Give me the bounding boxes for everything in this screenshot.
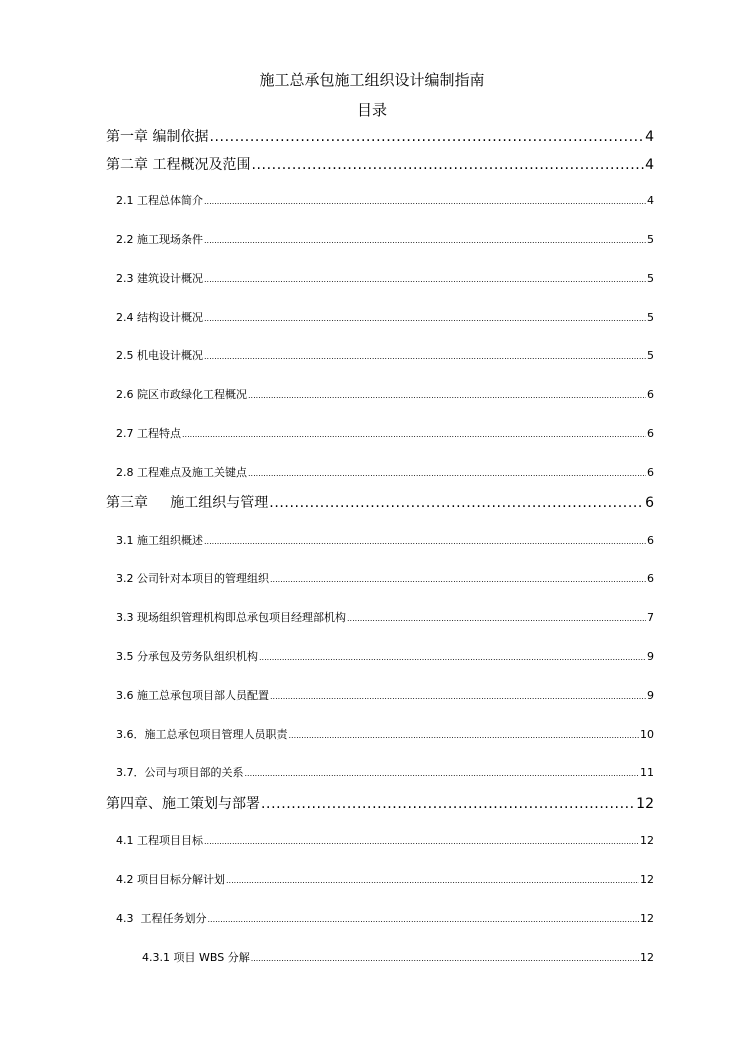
toc-entry-label: 2.1 工程总体简介 <box>116 194 203 207</box>
toc-entry-4-1[interactable] <box>116 834 654 849</box>
toc-entry-3-5[interactable] <box>116 650 654 665</box>
toc-leader <box>251 952 639 966</box>
toc-page-number: 12 <box>636 796 654 812</box>
toc-leader <box>289 729 640 743</box>
toc-page-number: 5 <box>647 349 654 362</box>
toc-page-number: 4 <box>645 157 654 173</box>
toc-entry-label: 第一章 编制依据 <box>106 129 209 145</box>
toc-leader <box>259 651 646 665</box>
toc-leader <box>245 767 640 781</box>
toc-entry-label: 3.6．施工总承包项目管理人员职责 <box>116 728 288 741</box>
toc-page-number: 9 <box>647 689 654 702</box>
toc-leader <box>204 350 646 364</box>
toc-entry-2-3[interactable] <box>116 272 654 287</box>
toc-entry-3-3[interactable] <box>116 611 654 626</box>
toc-entry-label: 第三章 施工组织与管理 <box>106 495 269 511</box>
toc-entry-label: 2.2 施工现场条件 <box>116 233 203 246</box>
toc-entry-label: 第二章 工程概况及范围 <box>106 157 251 173</box>
toc-entry-2-2[interactable] <box>116 233 654 248</box>
toc-entry-label: 2.7 工程特点 <box>116 427 181 440</box>
toc-leader <box>248 467 646 481</box>
toc-page-number: 12 <box>640 834 654 847</box>
toc-leader <box>204 234 646 248</box>
toc-page-number: 6 <box>645 495 654 511</box>
toc-page-number: 6 <box>647 466 654 479</box>
toc-page-number: 10 <box>640 728 654 741</box>
toc-entry-chapter-1[interactable] <box>106 128 654 146</box>
toc-entry-chapter-4[interactable] <box>106 795 654 813</box>
toc-entry-label: 3.2 公司针对本项目的管理组织 <box>116 572 269 585</box>
toc-entry-3-6-duties[interactable] <box>116 728 654 743</box>
toc-leader <box>204 835 639 849</box>
toc-page-number: 6 <box>647 388 654 401</box>
toc-leader <box>208 913 640 927</box>
toc-entry-label: 2.3 建筑设计概况 <box>116 272 203 285</box>
toc-leader <box>226 874 639 888</box>
toc-entry-3-1[interactable] <box>116 534 654 549</box>
toc-page-number: 12 <box>640 951 654 964</box>
toc-entry-label: 4.3 工程任务划分 <box>116 912 207 925</box>
toc-page-number: 6 <box>647 534 654 547</box>
toc-entry-4-3[interactable] <box>116 912 654 927</box>
toc-page-number: 12 <box>640 873 654 886</box>
document-title: 施工总承包施工组织设计编制指南 <box>259 71 485 89</box>
toc-page-number: 5 <box>647 233 654 246</box>
toc-entry-label: 2.6 院区市政绿化工程概况 <box>116 388 247 401</box>
toc-entry-label: 第四章、施工策划与部署 <box>106 796 260 812</box>
toc-entry-2-5[interactable] <box>116 349 654 364</box>
toc-entry-label: 4.2 项目目标分解计划 <box>116 873 225 886</box>
toc-leader <box>248 389 646 403</box>
toc-entry-3-2[interactable] <box>116 572 654 587</box>
toc-entry-chapter-2[interactable] <box>106 156 654 174</box>
toc-entry-label: 3.6 施工总承包项目部人员配置 <box>116 689 269 702</box>
toc-entry-3-7[interactable] <box>116 766 654 781</box>
toc-entry-2-6[interactable] <box>116 388 654 403</box>
toc-entry-4-2[interactable] <box>116 873 654 888</box>
toc-leader <box>204 273 646 287</box>
toc-page-number: 7 <box>647 611 654 624</box>
toc-entry-label: 3.7．公司与项目部的关系 <box>116 766 244 779</box>
toc-entry-2-8[interactable] <box>116 466 654 481</box>
toc-entry-3-6[interactable] <box>116 689 654 704</box>
toc-leader <box>182 428 646 442</box>
toc-leader <box>347 612 646 626</box>
toc-entry-2-7[interactable] <box>116 427 654 442</box>
toc-page-number: 6 <box>647 427 654 440</box>
toc-leader <box>204 195 646 209</box>
toc-leader <box>270 690 646 704</box>
toc-entry-2-4[interactable] <box>116 311 654 326</box>
toc-leader <box>209 128 644 146</box>
toc-page-number: 12 <box>640 912 654 925</box>
toc-page-number: 11 <box>640 766 654 779</box>
toc-page-number: 5 <box>647 311 654 324</box>
toc-leader <box>269 494 644 512</box>
toc-entry-label: 4.1 工程项目目标 <box>116 834 203 847</box>
toc-leader <box>204 312 646 326</box>
toc-entry-4-3-1[interactable] <box>142 951 654 966</box>
toc-entry-label: 2.4 结构设计概况 <box>116 311 203 324</box>
toc-page-number: 6 <box>647 572 654 585</box>
toc-entry-label: 3.3 现场组织管理机构即总承包项目经理部机构 <box>116 611 346 624</box>
toc-page-number: 4 <box>645 129 654 145</box>
toc-leader <box>204 535 646 549</box>
toc-leader <box>270 573 646 587</box>
toc-entry-label: 3.5 分承包及劳务队组织机构 <box>116 650 258 663</box>
toc-entry-label: 4.3.1 项目 WBS 分解 <box>142 951 250 964</box>
toc-entry-2-1[interactable] <box>116 194 654 209</box>
toc-entry-label: 2.8 工程难点及施工关键点 <box>116 466 247 479</box>
toc-page-number: 9 <box>647 650 654 663</box>
toc-entry-chapter-3[interactable] <box>106 494 654 512</box>
toc-entry-label: 2.5 机电设计概况 <box>116 349 203 362</box>
toc-heading: 目录 <box>356 101 387 119</box>
toc-entry-label: 3.1 施工组织概述 <box>116 534 203 547</box>
toc-page-number: 5 <box>647 272 654 285</box>
toc-leader <box>251 156 644 174</box>
toc-leader <box>261 795 635 813</box>
toc-page-number: 4 <box>647 194 654 207</box>
